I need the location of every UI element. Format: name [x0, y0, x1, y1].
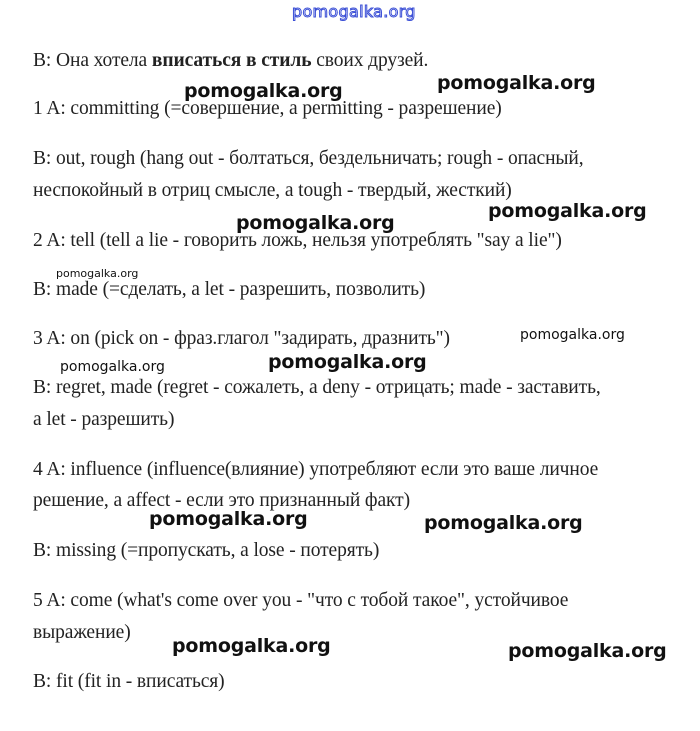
- text-line-3a: 3 A: on (pick on - фраз.глагол "задирать, дразнить"): [33, 328, 450, 349]
- watermark-small: pomogalka.org: [520, 327, 625, 343]
- watermark-small: pomogalka.org: [60, 359, 165, 375]
- watermark: pomogalka.org: [424, 512, 583, 534]
- watermark: pomogalka.org: [268, 351, 427, 373]
- text-line-2a: 2 A: tell (tell a lie - говорить ложь, нельзя употреблять "say a lie"): [33, 230, 562, 251]
- text-segment: B: Она хотела: [33, 50, 152, 71]
- text-line-5b: B: fit (fit in - вписаться): [33, 671, 225, 692]
- bold-phrase: вписаться в стиль: [151, 50, 312, 71]
- text-line-2b: B: made (=сделать, а let - разрешить, позволить): [33, 279, 426, 300]
- text-line-3b: B: regret, made (regret - сожалеть, а deny - отрицать; made - заставить,: [33, 377, 601, 398]
- watermark: pomogalka.org: [437, 72, 596, 94]
- text-line-1b-cont: неспокойный в отриц смысле, а tough - твердый, жесткий): [33, 180, 512, 201]
- text-line-3b-cont: а let - разрешить): [33, 409, 175, 430]
- text-line-intro: [33, 50, 673, 72]
- watermark: pomogalka.org: [236, 212, 395, 234]
- watermark: pomogalka.org: [488, 200, 647, 222]
- watermark-top: pomogalka.org: [292, 2, 416, 21]
- text-line-1b: B: out, rough (hang out - болтаться, бездельничать; rough - опасный,: [33, 148, 584, 169]
- watermark: pomogalka.org: [149, 508, 308, 530]
- text-line-5a: 5 A: come (what's come over you - "что с тобой такое", устойчивое: [33, 590, 569, 611]
- watermark: pomogalka.org: [184, 80, 343, 102]
- text-line-4b: B: missing (=пропускать, а lose - потерять): [33, 540, 380, 561]
- text-line-5a-cont: выражение): [33, 622, 131, 643]
- text-segment: своих друзей.: [311, 50, 429, 71]
- text-line-4a-cont: решение, а affect - если это признанный факт): [33, 490, 410, 511]
- text-line-4a: 4 A: influence (influence(влияние) употребляют если это ваше личное: [33, 459, 599, 480]
- watermark: pomogalka.org: [172, 635, 331, 657]
- watermark-small: pomogalka.org: [56, 267, 139, 280]
- text-line-1a: 1 A: committing (=совершение, а permitting - разрешение): [33, 98, 502, 119]
- watermark: pomogalka.org: [508, 640, 667, 662]
